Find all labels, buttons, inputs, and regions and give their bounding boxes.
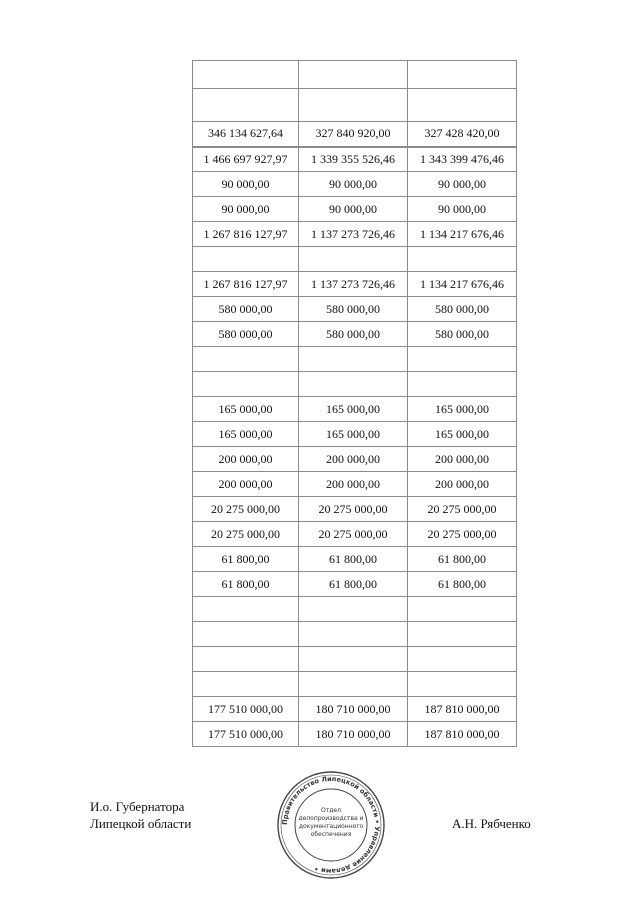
table-cell: 20 275 000,00: [299, 497, 408, 522]
table-cell: 90 000,00: [299, 197, 408, 222]
table-cell: 165 000,00: [193, 397, 299, 422]
table-cell: [193, 247, 299, 272]
table-row: [193, 472, 517, 497]
position-line-1: И.о. Губернатора: [90, 799, 185, 814]
table-cell: [299, 89, 408, 122]
table-row: [193, 622, 517, 647]
table-cell: [408, 622, 517, 647]
table-cell: 90 000,00: [299, 172, 408, 197]
table-cell: 200 000,00: [408, 472, 517, 497]
table-cell: [299, 622, 408, 647]
table-cell: 165 000,00: [193, 422, 299, 447]
table-row: [193, 597, 517, 622]
table-row: [193, 347, 517, 372]
table-cell: 20 275 000,00: [193, 497, 299, 522]
table-cell: 1 137 273 726,46: [299, 222, 408, 247]
table-row: [193, 647, 517, 672]
table-cell: 90 000,00: [193, 172, 299, 197]
seal-outer-text: Правительство Липецкой области • Управление делами •: [280, 774, 382, 876]
table-cell: 580 000,00: [408, 322, 517, 347]
table-cell: [193, 347, 299, 372]
table-cell: 580 000,00: [299, 322, 408, 347]
table-cell: 580 000,00: [193, 322, 299, 347]
table-row: [193, 397, 517, 422]
table-cell: 90 000,00: [408, 197, 517, 222]
table-cell: [299, 247, 408, 272]
table-cell: [193, 622, 299, 647]
table-cell: 61 800,00: [408, 572, 517, 597]
table-cell: 327 428 420,00: [408, 122, 517, 147]
table-cell: 1 267 816 127,97: [193, 272, 299, 297]
table-cell: 1 466 697 927,97: [193, 147, 299, 172]
table-row: [193, 672, 517, 697]
table-cell: 1 343 399 476,46: [408, 147, 517, 172]
table-cell: 90 000,00: [408, 172, 517, 197]
table-cell: 1 137 273 726,46: [299, 272, 408, 297]
table-cell: [408, 347, 517, 372]
table-row: [193, 89, 517, 122]
table-row: [193, 222, 517, 247]
table-row: [193, 572, 517, 597]
budget-table-body: [193, 61, 517, 747]
position-line-2: Липецкой области: [90, 816, 192, 831]
table-cell: 165 000,00: [408, 397, 517, 422]
table-row: [193, 197, 517, 222]
table-cell: [193, 647, 299, 672]
table-row: [193, 522, 517, 547]
table-cell: [408, 61, 517, 89]
table-row: [193, 447, 517, 472]
table-row: [193, 722, 517, 747]
table-cell: [408, 647, 517, 672]
table-row: [193, 497, 517, 522]
table-row: [193, 547, 517, 572]
seal-inner-line: документационного: [298, 823, 364, 830]
table-cell: 1 134 217 676,46: [408, 222, 517, 247]
signatory-position: [90, 798, 191, 832]
table-cell: 200 000,00: [408, 447, 517, 472]
table-cell: [408, 89, 517, 122]
table-cell: 200 000,00: [193, 472, 299, 497]
table-cell: [193, 89, 299, 122]
table-row: [193, 372, 517, 397]
table-cell: 180 710 000,00: [299, 722, 408, 747]
signatory-name: А.Н. Рябченко: [452, 816, 531, 831]
table-cell: 61 800,00: [408, 547, 517, 572]
table-cell: 20 275 000,00: [193, 522, 299, 547]
table-cell: [299, 372, 408, 397]
table-cell: [299, 672, 408, 697]
table-cell: 61 800,00: [193, 547, 299, 572]
seal-inner-text: [298, 807, 363, 838]
table-cell: [408, 247, 517, 272]
table-cell: [299, 61, 408, 89]
table-cell: 61 800,00: [299, 547, 408, 572]
table-cell: 327 840 920,00: [299, 122, 408, 147]
table-cell: 20 275 000,00: [408, 497, 517, 522]
table-cell: 580 000,00: [193, 297, 299, 322]
table-cell: 165 000,00: [299, 422, 408, 447]
budget-table: [192, 60, 517, 747]
table-cell: [193, 372, 299, 397]
table-cell: 1 134 217 676,46: [408, 272, 517, 297]
official-seal: [276, 770, 386, 880]
table-cell: [193, 597, 299, 622]
table-row: [193, 297, 517, 322]
table-row: [193, 61, 517, 89]
table-cell: [299, 597, 408, 622]
seal-inner-line: Отдел: [321, 807, 341, 814]
table-cell: 90 000,00: [193, 197, 299, 222]
table-cell: [193, 672, 299, 697]
table-cell: 61 800,00: [299, 572, 408, 597]
table-cell: 165 000,00: [408, 422, 517, 447]
table-cell: [408, 372, 517, 397]
table-cell: [299, 347, 408, 372]
seal-inner-line: делопроизводства и: [298, 815, 364, 822]
table-cell: 346 134 627,64: [193, 122, 299, 147]
table-cell: 1 339 355 526,46: [299, 147, 408, 172]
table-cell: 20 275 000,00: [408, 522, 517, 547]
table-cell: 580 000,00: [408, 297, 517, 322]
table-cell: 1 267 816 127,97: [193, 222, 299, 247]
table-cell: 165 000,00: [299, 397, 408, 422]
table-row: [193, 322, 517, 347]
table-row: [193, 147, 517, 172]
table-cell: 200 000,00: [299, 447, 408, 472]
table-cell: [408, 597, 517, 622]
table-cell: 20 275 000,00: [299, 522, 408, 547]
table-cell: [193, 61, 299, 89]
seal-inner-line: обеспечения: [310, 831, 352, 838]
table-cell: 187 810 000,00: [408, 722, 517, 747]
table-cell: 187 810 000,00: [408, 697, 517, 722]
table-cell: [408, 672, 517, 697]
table-row: [193, 697, 517, 722]
table-cell: 200 000,00: [299, 472, 408, 497]
table-cell: 177 510 000,00: [193, 722, 299, 747]
table-row: [193, 422, 517, 447]
table-row: [193, 247, 517, 272]
table-cell: 200 000,00: [193, 447, 299, 472]
table-row: [193, 172, 517, 197]
table-row: [193, 272, 517, 297]
table-cell: [299, 647, 408, 672]
table-cell: 177 510 000,00: [193, 697, 299, 722]
table-cell: 61 800,00: [193, 572, 299, 597]
table-cell: 580 000,00: [299, 297, 408, 322]
table-cell: 180 710 000,00: [299, 697, 408, 722]
table-row: [193, 122, 517, 147]
